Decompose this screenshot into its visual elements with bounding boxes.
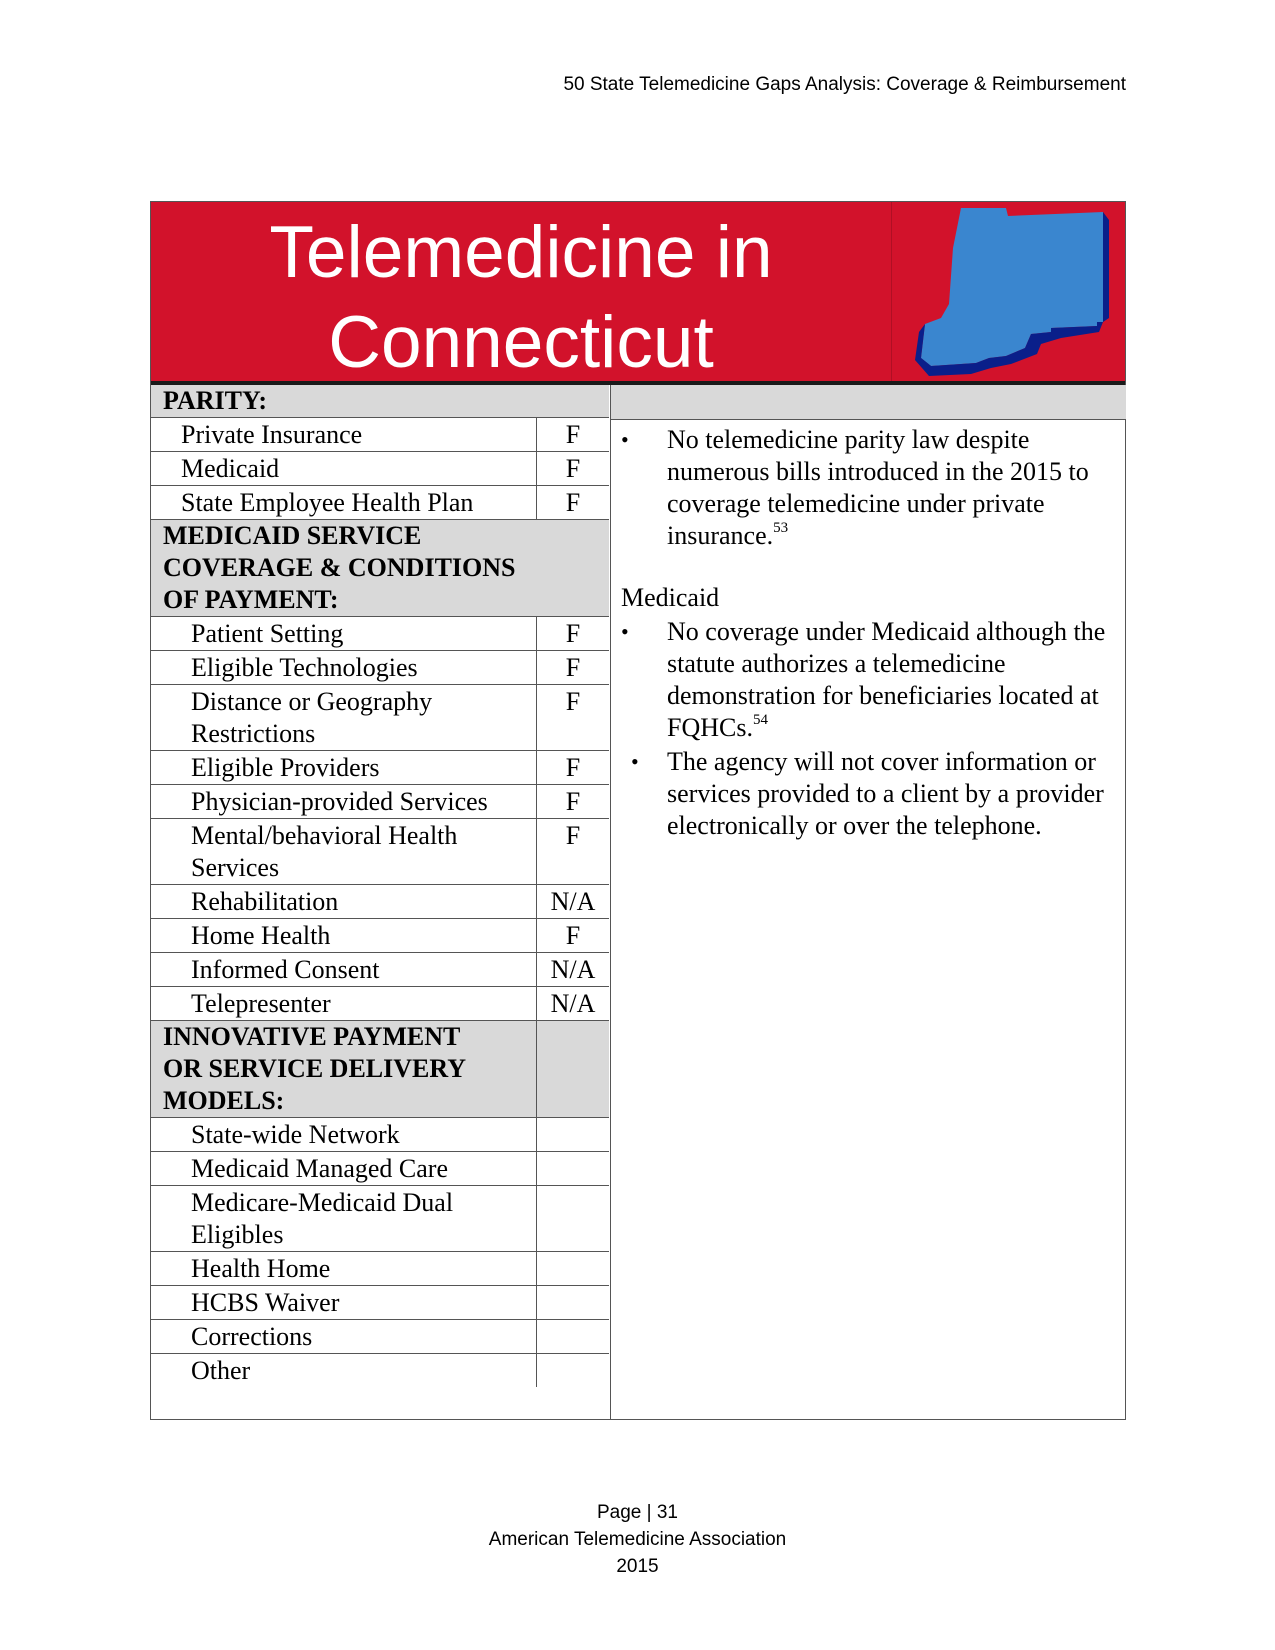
table-row bbox=[151, 919, 609, 953]
row-label: Telepresenter bbox=[151, 987, 537, 1020]
row-grade: F bbox=[565, 619, 581, 648]
heading-line: COVERAGE & CONDITIONS bbox=[163, 553, 516, 582]
footer-year: 2015 bbox=[616, 1556, 659, 1577]
ratings-column bbox=[151, 385, 609, 1387]
row-label bbox=[151, 1186, 537, 1251]
heading-blank-cell bbox=[537, 1021, 609, 1117]
bullet-icon: • bbox=[631, 749, 639, 774]
notes-column bbox=[610, 385, 1126, 1419]
notes-header-band bbox=[611, 385, 1126, 420]
row-grade bbox=[537, 1320, 609, 1353]
row-label: Rehabilitation bbox=[151, 885, 537, 918]
title-banner bbox=[151, 202, 1125, 385]
table-row bbox=[151, 987, 609, 1021]
label-line: Mental/behavioral Health bbox=[191, 821, 458, 850]
title-line-2: Connecticut bbox=[328, 302, 714, 383]
row-grade: F bbox=[565, 488, 581, 517]
row-grade bbox=[537, 1118, 609, 1151]
row-label: Private Insurance bbox=[151, 418, 537, 451]
medicaid-subheading: Medicaid bbox=[621, 583, 720, 612]
label-line: Distance or Geography bbox=[191, 687, 433, 716]
row-grade: F bbox=[565, 921, 581, 950]
row-grade: F bbox=[565, 787, 581, 816]
page-number: Page | 31 bbox=[596, 1502, 678, 1523]
row-label: Informed Consent bbox=[151, 953, 537, 986]
table-row bbox=[151, 1118, 609, 1152]
heading-line: OR SERVICE DELIVERY bbox=[163, 1054, 467, 1083]
list-item bbox=[621, 424, 1114, 552]
table-row bbox=[151, 1354, 609, 1387]
row-label: State Employee Health Plan bbox=[151, 486, 537, 519]
notes-body bbox=[611, 420, 1126, 842]
row-grade: N/A bbox=[550, 887, 596, 916]
row-label: Medicaid Managed Care bbox=[151, 1152, 537, 1185]
banner-divider bbox=[891, 202, 892, 381]
heading-line: OF PAYMENT: bbox=[163, 585, 339, 614]
table-row bbox=[151, 1186, 609, 1252]
heading-text bbox=[151, 1021, 537, 1117]
table-row bbox=[151, 785, 609, 819]
parity-heading: PARITY: bbox=[151, 385, 609, 418]
footer-organization: American Telemedicine Association bbox=[488, 1529, 787, 1550]
row-grade: F bbox=[565, 687, 581, 716]
row-grade bbox=[537, 1286, 609, 1319]
table-row bbox=[151, 617, 609, 651]
bullet-icon: • bbox=[621, 427, 629, 452]
label-line: Restrictions bbox=[191, 719, 316, 748]
footnote-ref: 53 bbox=[773, 520, 789, 536]
row-label: Physician-provided Services bbox=[151, 785, 537, 818]
bullet-icon: • bbox=[621, 619, 629, 644]
table-row bbox=[151, 486, 609, 520]
table-row bbox=[151, 1252, 609, 1286]
footnote-ref: 54 bbox=[752, 712, 768, 728]
table-row bbox=[151, 651, 609, 685]
connecticut-map-icon bbox=[911, 208, 1111, 376]
row-label bbox=[151, 685, 537, 750]
row-label: HCBS Waiver bbox=[151, 1286, 537, 1319]
row-label: Home Health bbox=[151, 919, 537, 952]
table-row bbox=[151, 751, 609, 785]
row-label: State-wide Network bbox=[151, 1118, 537, 1151]
row-label bbox=[151, 819, 537, 884]
label-line: Eligibles bbox=[191, 1220, 284, 1249]
row-label: Medicaid bbox=[151, 452, 537, 485]
row-grade: F bbox=[565, 454, 581, 483]
note-text: The agency will not cover information or services provided to a client by a provider electronically or over the telephone. bbox=[667, 747, 1104, 840]
note-text bbox=[667, 616, 1114, 744]
list-item bbox=[621, 746, 1114, 842]
running-header: 50 State Telemedicine Gaps Analysis: Coverage & Reimbursement bbox=[563, 74, 1126, 95]
row-grade: F bbox=[565, 420, 581, 449]
table-row bbox=[151, 1152, 609, 1186]
row-grade: F bbox=[565, 753, 581, 782]
innovative-models-heading bbox=[151, 1021, 609, 1118]
table-row bbox=[151, 418, 609, 452]
heading-line: MODELS: bbox=[163, 1086, 285, 1115]
row-grade bbox=[537, 1252, 609, 1285]
row-label: Corrections bbox=[151, 1320, 537, 1353]
table-row bbox=[151, 885, 609, 919]
title-line-1: Telemedicine in bbox=[269, 212, 773, 293]
row-grade bbox=[537, 1354, 609, 1387]
table-row bbox=[151, 819, 609, 885]
note-body: No coverage under Medicaid although the statute authorizes a telemedicine demonstration for beneficiaries located at FQHCs. bbox=[667, 617, 1106, 742]
label-line: Medicare-Medicaid Dual bbox=[191, 1188, 454, 1217]
heading-line: MEDICAID SERVICE bbox=[163, 521, 422, 550]
row-grade bbox=[537, 1152, 609, 1185]
row-grade: N/A bbox=[550, 955, 596, 984]
page-footer bbox=[0, 1499, 1275, 1580]
row-label: Other bbox=[151, 1354, 537, 1387]
row-label: Eligible Providers bbox=[151, 751, 537, 784]
table-row bbox=[151, 1286, 609, 1320]
row-grade: N/A bbox=[550, 989, 596, 1018]
table-row bbox=[151, 1320, 609, 1354]
page-title bbox=[151, 208, 891, 388]
table-row bbox=[151, 452, 609, 486]
row-grade: F bbox=[565, 821, 581, 850]
medicaid-coverage-heading bbox=[151, 520, 609, 617]
note-text bbox=[667, 424, 1114, 552]
row-grade bbox=[537, 1186, 609, 1251]
note-body: No telemedicine parity law despite numerous bills introduced in the 2015 to coverage telemedicine under private insurance. bbox=[667, 425, 1089, 550]
table-row bbox=[151, 685, 609, 751]
state-profile-table bbox=[150, 201, 1126, 1420]
label-line: Services bbox=[191, 853, 280, 882]
row-label: Health Home bbox=[151, 1252, 537, 1285]
list-item bbox=[621, 616, 1114, 744]
row-grade: F bbox=[565, 653, 581, 682]
row-label: Eligible Technologies bbox=[151, 651, 537, 684]
heading-line: INNOVATIVE PAYMENT bbox=[163, 1022, 461, 1051]
row-label: Patient Setting bbox=[151, 617, 537, 650]
table-row bbox=[151, 953, 609, 987]
